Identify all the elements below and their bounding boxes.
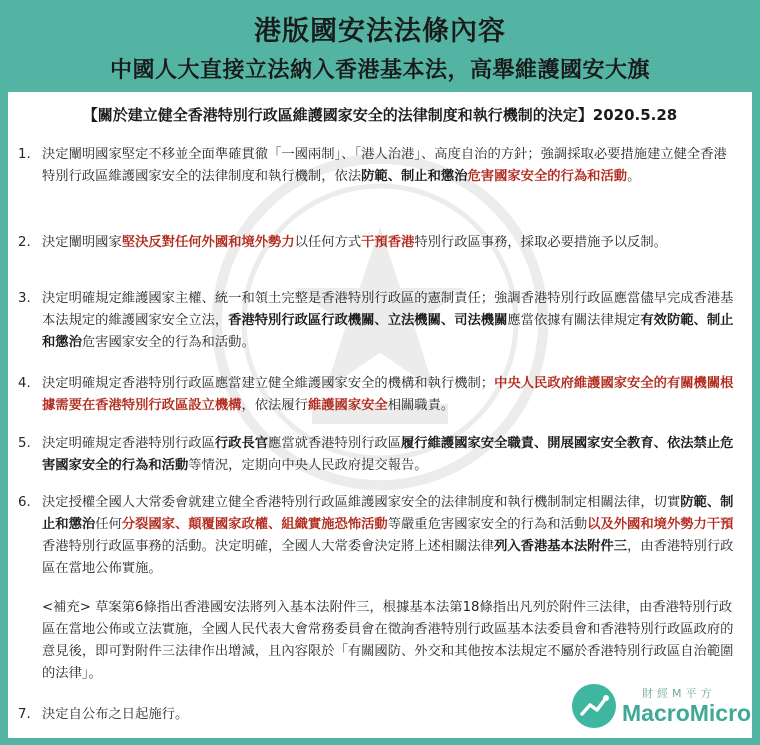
highlight-red-text: 干預香港 [361, 235, 415, 250]
highlight-red-text: 堅決反對任何外國和境外勢力 [121, 235, 295, 250]
list-item [18, 492, 740, 580]
content-panel [8, 92, 752, 738]
body-text: 應當依據有關法律規定 [507, 313, 641, 328]
bold-text: 列入香港基本法附件三 [494, 539, 628, 554]
list-item [18, 288, 740, 354]
item-text [42, 433, 740, 477]
body-text: 任何 [95, 517, 122, 532]
body-text: 決定自公布之日起施行。 [42, 707, 189, 722]
logo-chinese-name: 財經M平方 [642, 687, 716, 700]
body-text: 。 [627, 169, 641, 184]
body-text: 決定明確規定香港特別行政區應當建立健全維護國家安全的機構和執行機制； [42, 376, 495, 391]
body-text: 相關職責。 [387, 398, 455, 413]
body-text: 決定明確規定維護國家主權、統一和領土完整是香港特別行政區的憲制責任；強調香港特別行政區應當儘早完成香港基本法規定的維護國家安全立法， [42, 291, 734, 328]
highlight-red-text: 分裂國家、顛覆國家政權、組織實施恐怖活動 [121, 517, 388, 532]
page-subtitle: 中國人大直接立法納入香港基本法，高舉維護國安大旗 [109, 58, 650, 83]
bold-text: 防範、制止和懲治 [361, 169, 468, 184]
bold-text: 行政長官 [214, 436, 269, 451]
body-text: 以任何方式 [294, 235, 362, 250]
item-text [42, 492, 740, 580]
bold-text: 香港特別行政區行政機關、立法機關、司法機關 [228, 313, 508, 328]
bold-text: 有效防範、制止和懲治 [42, 313, 734, 350]
body-text: 決定闡明國家堅定不移並全面準確貫徹「一國兩制」、「港人治港」、高度自治的方針；強調採取必要措施建立健全香港特別行政區維護國家安全的法律制度和執行機制，依法 [42, 147, 727, 184]
item-number: 4. [18, 376, 31, 391]
item-number: 7. [18, 707, 31, 722]
body-text: 香港特別行政區事務的活動。決定明確，全國人大常委會決定將上述相關法律 [42, 539, 495, 554]
bold-text: 防範、制止和懲治 [42, 495, 734, 532]
highlight-red-text: 以及外國和境外勢力干預 [587, 517, 734, 532]
body-text: <補充> 草案第6條指出香港國安法將列入基本法附件三，根據基本法第18條指出凡列於附件三法律，由香港特別行政區在當地公佈或立法實施，全國人民代表大會常務委員會在徵詢香港特別行政區基本法委員會和香港特別行政區政府的意見後，即可對附件三法律作出增減，且內容限於「有關國防、外交和其他按本法規定不屬於香港特別行政區自治範圍的法律」。 [42, 600, 734, 681]
item-number: 1. [18, 147, 31, 162]
list-item [18, 232, 740, 254]
list-item [18, 433, 740, 477]
bold-text: 履行維護國家安全職責、開展國家安全教育、依法禁止危害國家安全的行為和活動 [42, 436, 734, 473]
item-text [42, 232, 740, 254]
item-text [42, 144, 740, 188]
item-text [42, 373, 740, 417]
item-number: 6. [18, 495, 31, 510]
page-title: 港版國安法法條內容 [254, 16, 506, 47]
list-item [18, 373, 740, 417]
body-text: 危害國家安全的行為和活動。 [81, 335, 255, 350]
body-text: 應當就香港特別行政區 [268, 436, 402, 451]
item-text [42, 288, 740, 354]
body-text: ，依法履行 [241, 398, 308, 413]
macromicro-logo-icon [572, 684, 616, 728]
body-text: 決定明確規定香港特別行政區 [42, 436, 215, 451]
body-text: ，由香港特別行政區在當地公佈實施。 [42, 539, 734, 576]
supplement-note [18, 597, 740, 685]
macromicro-logo [572, 682, 752, 732]
body-text: 等嚴重危害國家安全的行為和活動 [387, 517, 588, 532]
body-text: 決定授權全國人大常委會就建立健全香港特別行政區維護國家安全的法律制度和執行機制制定相關法律，切實 [42, 495, 681, 510]
item-number: 2. [18, 235, 31, 250]
logo-english-name: MacroMicro [622, 700, 752, 726]
body-text: 特別行政區事務，採取必要措施予以反制。 [414, 235, 667, 250]
decision-heading: 【關於建立健全香港特別行政區維護國家安全的法律制度和執行機制的決定】2020.5.28 [82, 106, 678, 124]
highlight-red-text: 中央人民政府維護國家安全的有關機關根據需要在香港特別行政區設立機構 [42, 376, 734, 413]
item-number: 5. [18, 436, 31, 451]
item-number: 3. [18, 291, 31, 306]
header [0, 0, 760, 92]
body-text: 等情況，定期向中央人民政府提交報告。 [188, 458, 428, 473]
list-item [18, 144, 740, 188]
highlight-red-text: 維護國家安全 [307, 398, 388, 413]
highlight-red-text: 危害國家安全的行為和活動 [467, 169, 628, 184]
item-text [42, 597, 740, 685]
body-text: 決定闡明國家 [42, 235, 122, 250]
